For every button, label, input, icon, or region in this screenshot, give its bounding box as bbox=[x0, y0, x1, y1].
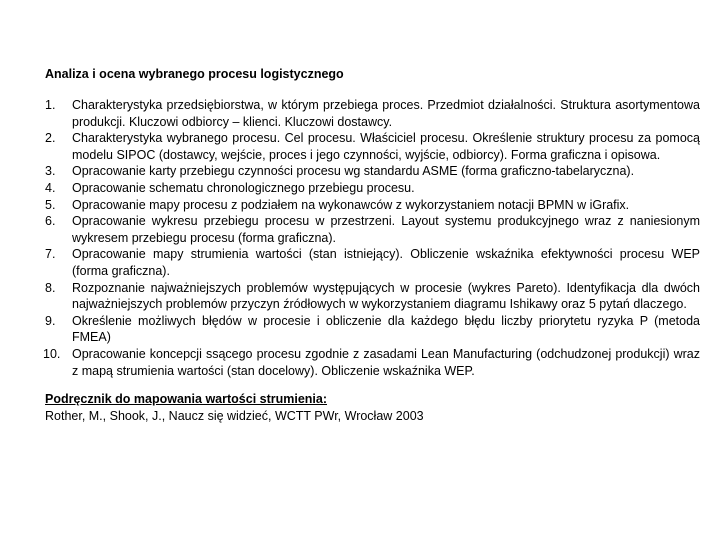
item-number: 10. bbox=[43, 346, 61, 361]
list-item bbox=[45, 213, 700, 246]
task-list bbox=[45, 97, 700, 379]
item-text: Opracowanie mapy strumienia wartości (stan istniejący). Obliczenie wskaźnika efektywności procesu WEP (forma graficzna). bbox=[72, 247, 700, 278]
item-number: 4. bbox=[45, 180, 56, 195]
item-number: 9. bbox=[45, 313, 56, 328]
item-number: 1. bbox=[45, 98, 56, 112]
item-number: 5. bbox=[45, 197, 56, 212]
item-text: Charakterystyka przedsiębiorstwa, w którym przebiega proces. Przedmiot działalności. Struktura asortymentowa produkcji. Kluczowi odbiorcy – klienci. Kluczowi dostawcy. bbox=[72, 98, 700, 129]
list-item bbox=[45, 313, 700, 346]
item-text: Charakterystyka wybranego procesu. Cel procesu. Właściciel procesu. Określenie struktury procesu za pomocą modelu SIPOC (dostawcy, wejście, proces i jego czynności, wyjście, odbiorcy). Forma graficzna i opisowa. bbox=[72, 131, 700, 162]
reference-section bbox=[45, 391, 700, 425]
item-text: Opracowanie karty przebiegu czynności procesu wg standardu ASME (forma graficzno-tabelaryczna). bbox=[72, 164, 635, 179]
item-number: 8. bbox=[45, 280, 56, 295]
item-text: Opracowanie wykresu przebiegu procesu w przestrzeni. Layout systemu produkcyjnego wraz z naniesionym wykresem przebiegu procesu (forma graficzna). bbox=[72, 214, 700, 245]
list-item bbox=[45, 97, 700, 130]
list-item bbox=[45, 130, 700, 163]
list-item bbox=[45, 163, 700, 180]
item-text: Rozpoznanie najważniejszych problemów występujących w procesie (wykres Pareto). Identyfikacja dla dwóch najważniejszych problemów przyczyn źródłowych w wykorzystaniem diagramu Ishikawy oraz 5 pytań dlaczego. bbox=[72, 280, 700, 312]
document-page bbox=[45, 66, 700, 425]
document-title: Analiza i ocena wybranego procesu logistycznego bbox=[45, 67, 344, 81]
item-text: Określenie możliwych błędów w procesie i obliczenie dla każdego błędu liczby priorytetu ryzyka P (metoda FMEA) bbox=[72, 313, 700, 345]
list-item bbox=[45, 346, 700, 379]
list-item bbox=[45, 180, 700, 197]
item-number: 6. bbox=[45, 214, 56, 229]
item-text: Opracowanie koncepcji ssącego procesu zgodnie z zasadami Lean Manufacturing (odchudzonej produkcji) wraz z mapą strumienia wartości (stan docelowy). Obliczenie wskaźnika WEP. bbox=[72, 346, 700, 378]
reference-heading: Podręcznik do mapowania wartości strumienia: bbox=[45, 392, 328, 407]
list-item bbox=[45, 246, 700, 279]
item-number: 7. bbox=[45, 247, 56, 262]
list-item bbox=[45, 280, 700, 313]
list-item bbox=[45, 197, 700, 214]
reference-text: Rother, M., Shook, J., Naucz się widzieć, WCTT PWr, Wrocław 2003 bbox=[45, 409, 424, 424]
item-text: Opracowanie schematu chronologicznego przebiegu procesu. bbox=[72, 180, 415, 195]
item-text: Opracowanie mapy procesu z podziałem na wykonawców z wykorzystaniem notacji BPMN w iGrafix. bbox=[72, 197, 630, 212]
item-number: 2. bbox=[45, 131, 56, 146]
item-number: 3. bbox=[45, 164, 56, 179]
